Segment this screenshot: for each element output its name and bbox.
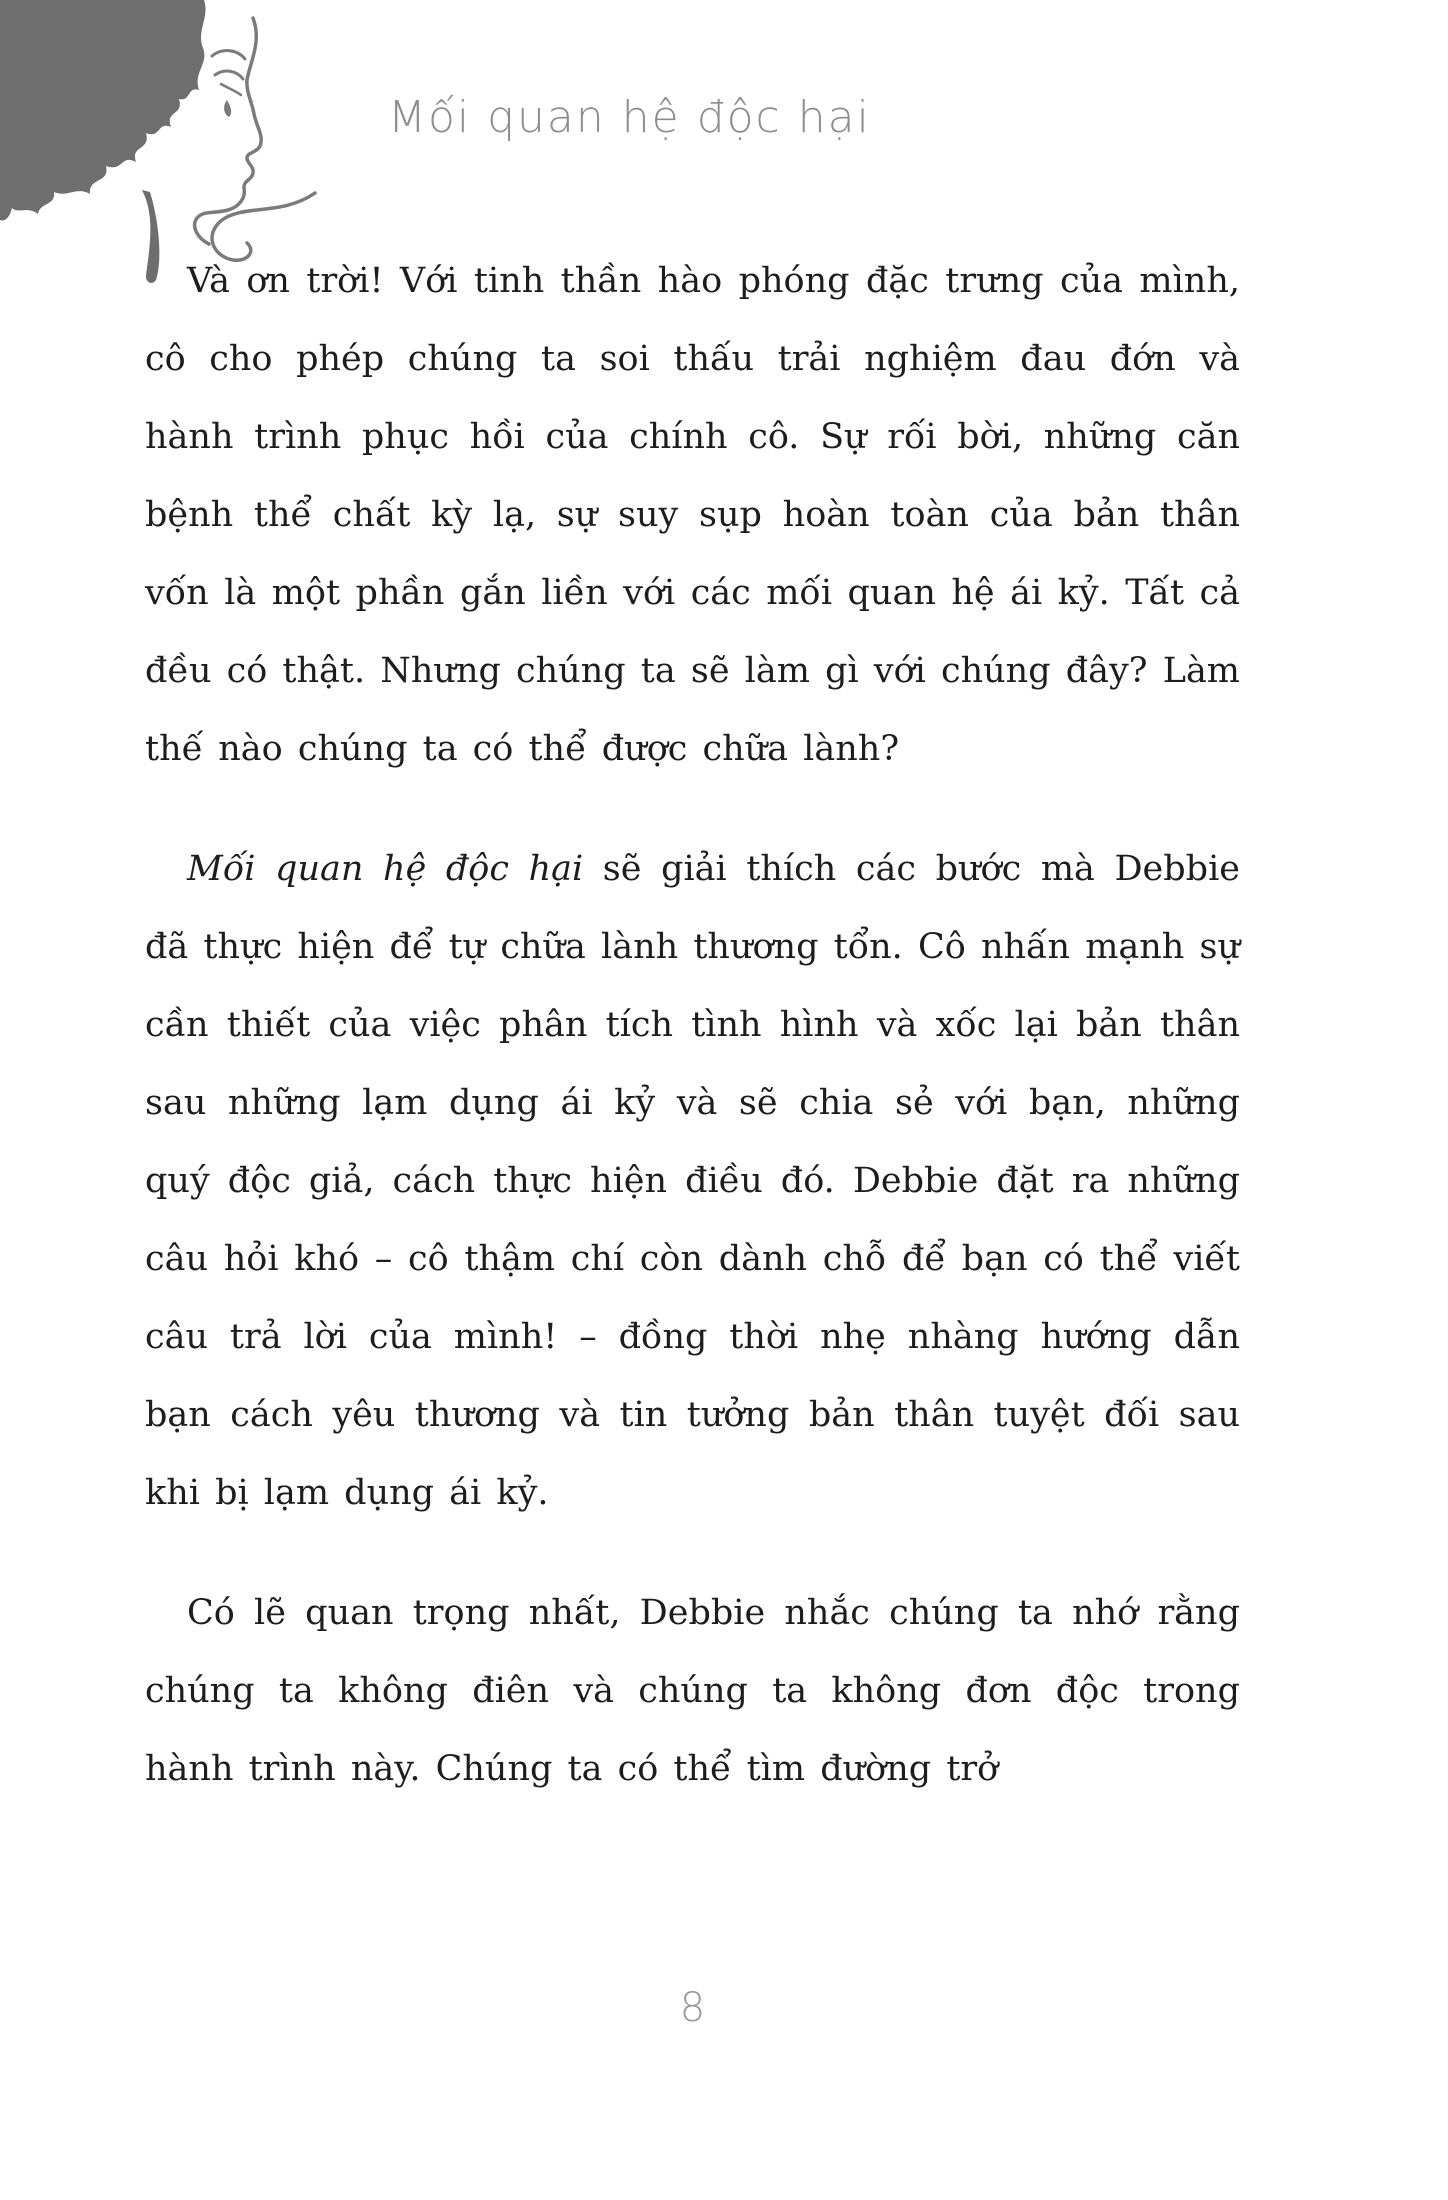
tear-icon xyxy=(224,100,231,117)
closed-eye-line xyxy=(215,71,243,79)
paragraph-text: Có lẽ quan trọng nhất, Debbie nhắc chúng ta nhớ rằng chúng ta không điên và chúng ta không đơn độc trong hành trình này. Chúng ta có thể tìm đường trở xyxy=(145,1593,1240,1789)
paragraph xyxy=(145,1574,1240,1808)
paragraph xyxy=(145,830,1240,1532)
running-header: Mối quan hệ độc hại xyxy=(388,92,871,143)
eyelash-line xyxy=(221,84,241,95)
body-text xyxy=(145,242,1240,1850)
book-title-italic: Mối quan hệ độc hại xyxy=(187,849,584,889)
eyebrow-line xyxy=(212,51,245,59)
hair-shape xyxy=(0,0,206,220)
paragraph-text: sẽ giải thích các bước mà Debbie đã thực hiện để tự chữa lành thương tổn. Cô nhấn mạnh sự cần thiết của việc phân tích tình hình và xốc lại bản thân sau những lạm dụng ái kỷ và sẽ chia sẻ với bạn, những quý độc giả, cách thực hiện điều đó. Debbie đặt ra những câu hỏi khó – cô thậm chí còn dành chỗ để bạn có thể viết câu trả lời của mình! – đồng thời nhẹ nhàng hướng dẫn bạn cách yêu thương và tin tưởng bản thân tuyệt đối sau khi bị lạm dụng ái kỷ. xyxy=(145,849,1240,1513)
paragraph-text: Và ơn trời! Với tinh thần hào phóng đặc trưng của mình, cô cho phép chúng ta soi thấu trải nghiệm đau đớn và hành trình phục hồi của chính cô. Sự rối bời, những căn bệnh thể chất kỳ lạ, sự suy sụp hoàn toàn của bản thân vốn là một phần gắn liền với các mối quan hệ ái kỷ. Tất cả đều có thật. Nhưng chúng ta sẽ làm gì với chúng đây? Làm thế nào chúng ta có thể được chữa lành? xyxy=(145,261,1240,769)
page-number: 8 xyxy=(679,1985,706,2031)
paragraph xyxy=(145,242,1240,788)
